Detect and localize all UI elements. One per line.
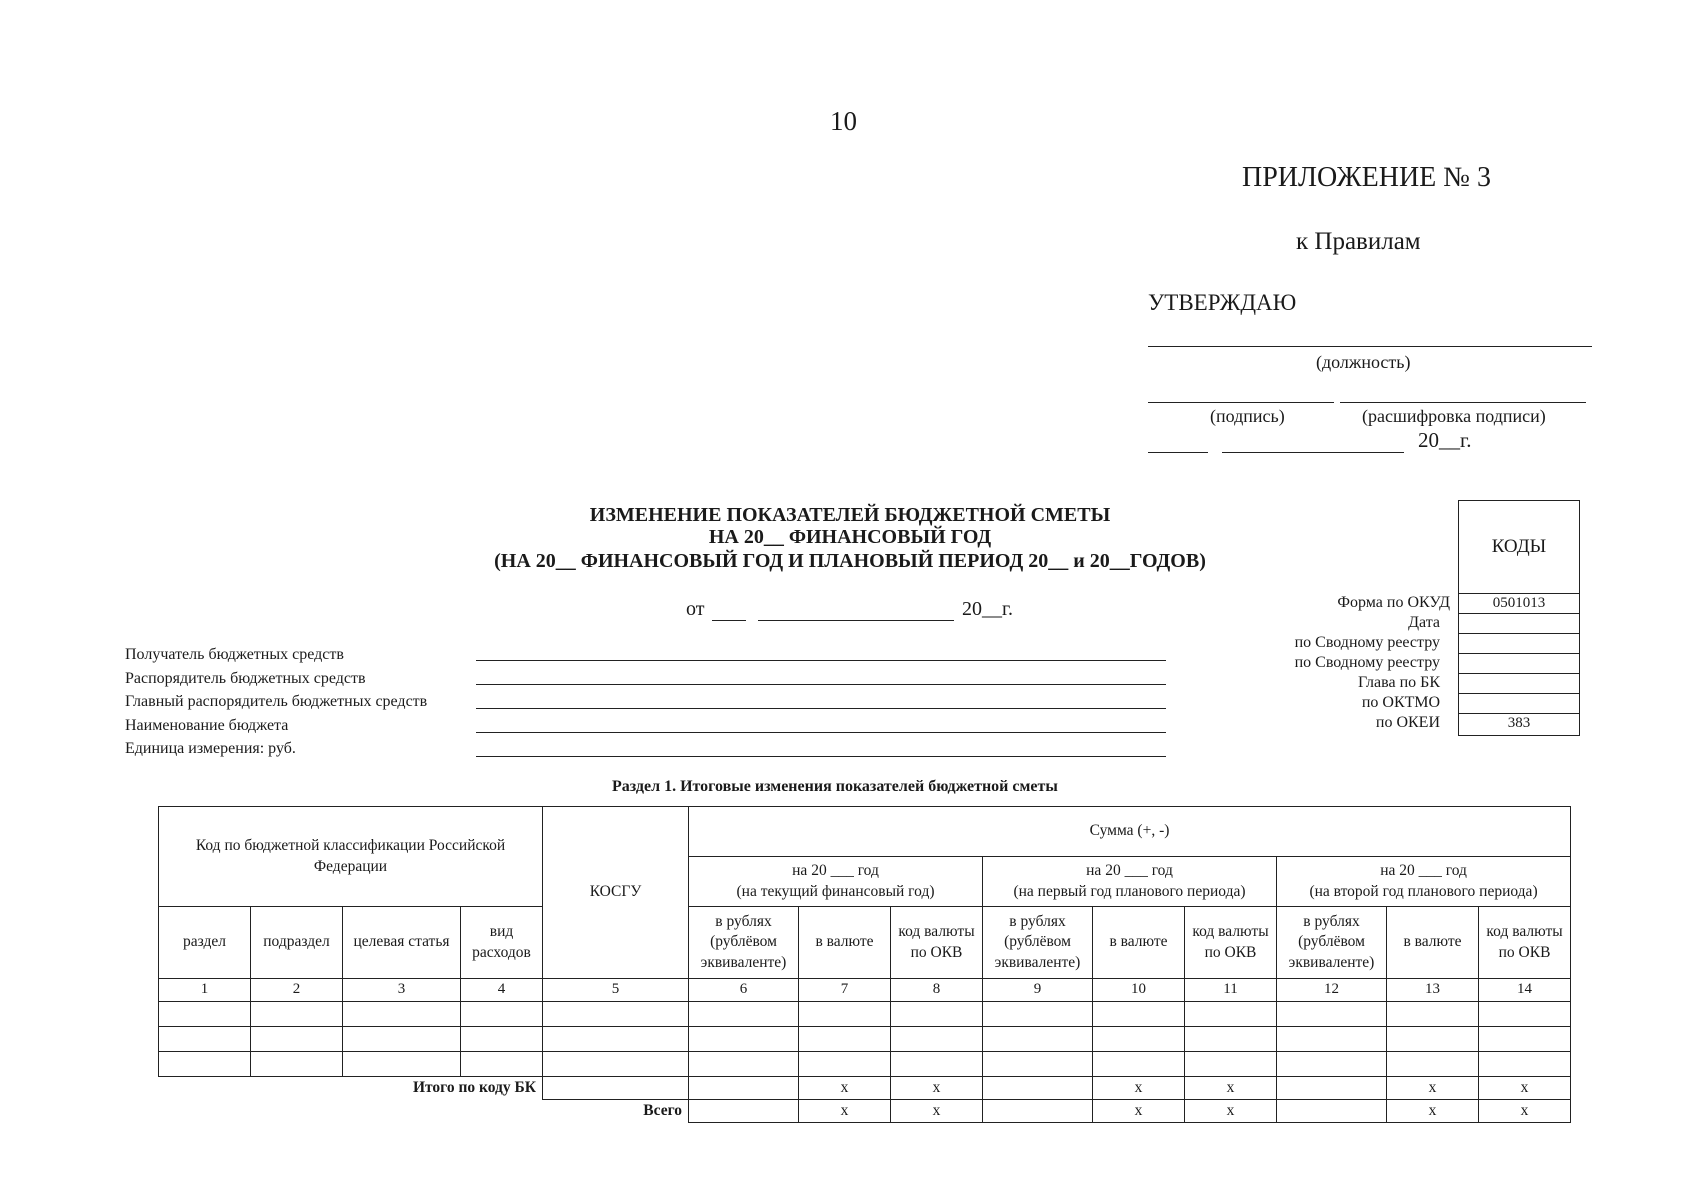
table-cell[interactable] [159,1052,251,1077]
codes-header: КОДЫ [1459,501,1579,594]
table-cell[interactable] [891,1027,983,1052]
appendix-title: ПРИЛОЖЕНИЕ № 3 [1242,162,1491,193]
table-cell[interactable] [891,1002,983,1027]
table-cell[interactable] [983,1077,1093,1100]
position-caption: (должность) [1316,352,1411,372]
code-glava-bk-value [1459,673,1579,694]
col-number: 2 [251,979,343,1002]
table-cell[interactable] [461,1052,543,1077]
table-cell[interactable] [543,1027,689,1052]
section-title: Раздел 1. Итоговые изменения показателей бюджетной сметы [612,778,1058,795]
table-cell[interactable] [689,1052,799,1077]
table-cell[interactable] [1277,1027,1387,1052]
code-oktmo-value [1459,693,1579,714]
grand-total-row [159,1100,1571,1123]
requisite-line-4 [476,732,1166,733]
table-cell[interactable] [543,1077,689,1100]
col-currency-1: в валюте [799,907,891,979]
table-cell[interactable] [689,1002,799,1027]
code-okud-label: Форма по ОКУД [1337,594,1450,611]
period-current-year: на 20 ___ год [792,862,879,880]
table-cell[interactable] [1093,1027,1185,1052]
x-mark: x [1387,1077,1479,1100]
signature-caption: (подпись) [1210,406,1285,426]
table-cell[interactable] [1479,1002,1571,1027]
requisite-line-3 [476,708,1166,709]
col-number: 13 [1387,979,1479,1002]
approval-month-line [1222,452,1404,453]
col-number: 12 [1277,979,1387,1002]
col-number: 3 [343,979,461,1002]
period-second-desc: (на второй год планового периода) [1309,882,1538,900]
table-cell[interactable] [1387,1027,1479,1052]
col-okv-2: код валюты по ОКВ [1185,907,1277,979]
sum-header: Сумма (+, -) [689,807,1571,857]
table-cell[interactable] [891,1052,983,1077]
col-razdel: раздел [159,907,251,979]
x-mark: x [799,1100,891,1123]
table-cell[interactable] [251,1027,343,1052]
col-okv-3: код валюты по ОКВ [1479,907,1571,979]
table-cell[interactable] [1277,1077,1387,1100]
requisite-recipient: Получатель бюджетных средств [125,646,344,663]
appendix-subtitle: к Правилам [1296,228,1421,255]
page-number: 10 [830,106,857,136]
x-mark: x [1479,1077,1571,1100]
x-mark: x [1387,1100,1479,1123]
period-second-header [1277,857,1571,907]
signature-line [1148,402,1334,403]
requisite-chief-manager: Главный распорядитель бюджетных средств [125,693,428,710]
col-podrazdel: подраздел [251,907,343,979]
period-second-year: на 20 ___ год [1380,862,1467,880]
table-cell[interactable] [799,1052,891,1077]
col-number: 9 [983,979,1093,1002]
table-cell[interactable] [1185,1027,1277,1052]
table-cell[interactable] [1185,1002,1277,1027]
table-cell[interactable] [343,1002,461,1027]
code-registry-value-1 [1459,633,1579,654]
table-cell[interactable] [983,1100,1093,1123]
table-row [159,1002,1571,1027]
table-cell[interactable] [1387,1002,1479,1027]
approval-date-year: 20__г. [1418,428,1472,452]
x-mark: x [1093,1100,1185,1123]
col-currency-2: в валюте [1093,907,1185,979]
x-mark: x [891,1100,983,1123]
budget-changes-table [158,806,1571,1123]
date-from-label: от [686,598,705,620]
table-cell[interactable] [461,1002,543,1027]
requisite-line-1 [476,660,1166,661]
table-cell[interactable] [1093,1052,1185,1077]
date-day-line [712,620,746,621]
requisite-manager: Распорядитель бюджетных средств [125,670,366,687]
position-line [1148,346,1592,347]
table-cell[interactable] [983,1027,1093,1052]
col-number: 4 [461,979,543,1002]
codes-box [1458,500,1580,736]
column-numbers-row [159,979,1571,1002]
x-mark: x [1185,1077,1277,1100]
table-cell[interactable] [689,1077,799,1100]
col-number: 11 [1185,979,1277,1002]
code-okei-value: 383 [1507,715,1531,731]
code-okei-label: по ОКЕИ [1375,714,1440,731]
table-cell[interactable] [159,1002,251,1027]
table-cell[interactable] [159,1027,251,1052]
col-number: 6 [689,979,799,1002]
col-rub-1: в рублях (рублёвом эквиваленте) [689,907,799,979]
code-oktmo-label: по ОКТМО [1361,694,1440,711]
table-cell[interactable] [251,1002,343,1027]
code-glava-bk-label: Глава по БК [1358,674,1440,691]
code-date-label: Дата [1408,614,1440,631]
col-currency-3: в валюте [1387,907,1479,979]
total-bk-label: Итого по коду БК [159,1077,543,1100]
table-cell[interactable] [983,1052,1093,1077]
period-current-header [689,857,983,907]
code-registry-label-1: по Сводному реестру [1294,634,1440,651]
table-cell[interactable] [343,1027,461,1052]
col-number: 14 [1479,979,1571,1002]
code-date-value [1459,613,1579,634]
col-number: 5 [543,979,689,1002]
col-expense-type: вид расходов [461,907,543,979]
grand-total-label: Всего [643,1102,682,1120]
approve-label: УТВЕРЖДАЮ [1148,290,1297,315]
col-target-article: целевая статья [343,907,461,979]
total-bk-row [159,1077,1571,1100]
x-mark: x [891,1077,983,1100]
document-title-line2: НА 20__ ФИНАНСОВЫЙ ГОД [708,526,992,548]
col-rub-2: в рублях (рублёвом эквиваленте) [983,907,1093,979]
period-current-desc: (на текущий финансовый год) [736,882,935,900]
table-cell[interactable] [799,1027,891,1052]
table-row [159,1052,1571,1077]
requisite-unit: Единица измерения: руб. [125,740,296,757]
table-cell[interactable] [1277,1100,1387,1123]
kosgu-header: КОСГУ [543,807,689,979]
table-cell[interactable] [251,1052,343,1077]
table-row [159,1027,1571,1052]
table-cell[interactable] [1093,1002,1185,1027]
table-cell[interactable] [1387,1052,1479,1077]
document-date-year: 20__г. [962,598,1013,620]
table-cell[interactable] [543,1052,689,1077]
col-number: 8 [891,979,983,1002]
table-cell[interactable] [983,1002,1093,1027]
col-rub-3: в рублях (рублёвом эквиваленте) [1277,907,1387,979]
document-title-line1: ИЗМЕНЕНИЕ ПОКАЗАТЕЛЕЙ БЮДЖЕТНОЙ СМЕТЫ [589,504,1111,526]
col-number: 7 [799,979,891,1002]
requisite-line-5 [476,756,1166,757]
col-number: 1 [159,979,251,1002]
bk-header: Код по бюджетной классификации Российской Федерации [159,807,543,907]
table-cell[interactable] [343,1052,461,1077]
table-cell[interactable] [1185,1052,1277,1077]
table-cell[interactable] [1277,1052,1387,1077]
period-first-header [983,857,1277,907]
table-cell[interactable] [1277,1002,1387,1027]
period-first-year: на 20 ___ год [1086,862,1173,880]
signature-decode-caption: (расшифровка подписи) [1362,406,1546,426]
date-month-line [758,620,954,621]
x-mark: x [799,1077,891,1100]
col-number: 10 [1093,979,1185,1002]
approval-day-line [1148,452,1208,453]
code-registry-value-2 [1459,653,1579,674]
x-mark: x [1185,1100,1277,1123]
code-registry-label-2: по Сводному реестру [1294,654,1440,671]
x-mark: x [1093,1077,1185,1100]
table-cell[interactable] [1479,1052,1571,1077]
col-okv-1: код валюты по ОКВ [891,907,983,979]
document-title-line3: (НА 20__ ФИНАНСОВЫЙ ГОД И ПЛАНОВЫЙ ПЕРИОД 20__ и 20__ГОДОВ) [494,550,1206,572]
requisite-budget-name: Наименование бюджета [125,717,289,734]
table-cell[interactable] [461,1027,543,1052]
x-mark: x [1479,1100,1571,1123]
table-cell[interactable] [689,1027,799,1052]
requisite-line-2 [476,684,1166,685]
table-cell[interactable] [689,1100,799,1123]
signature-decode-line [1340,402,1586,403]
code-okud-value: 0501013 [1459,593,1579,614]
table-cell[interactable] [543,1002,689,1027]
table-cell[interactable] [1479,1027,1571,1052]
period-first-desc: (на первый год планового периода) [1013,882,1246,900]
table-cell[interactable] [799,1002,891,1027]
